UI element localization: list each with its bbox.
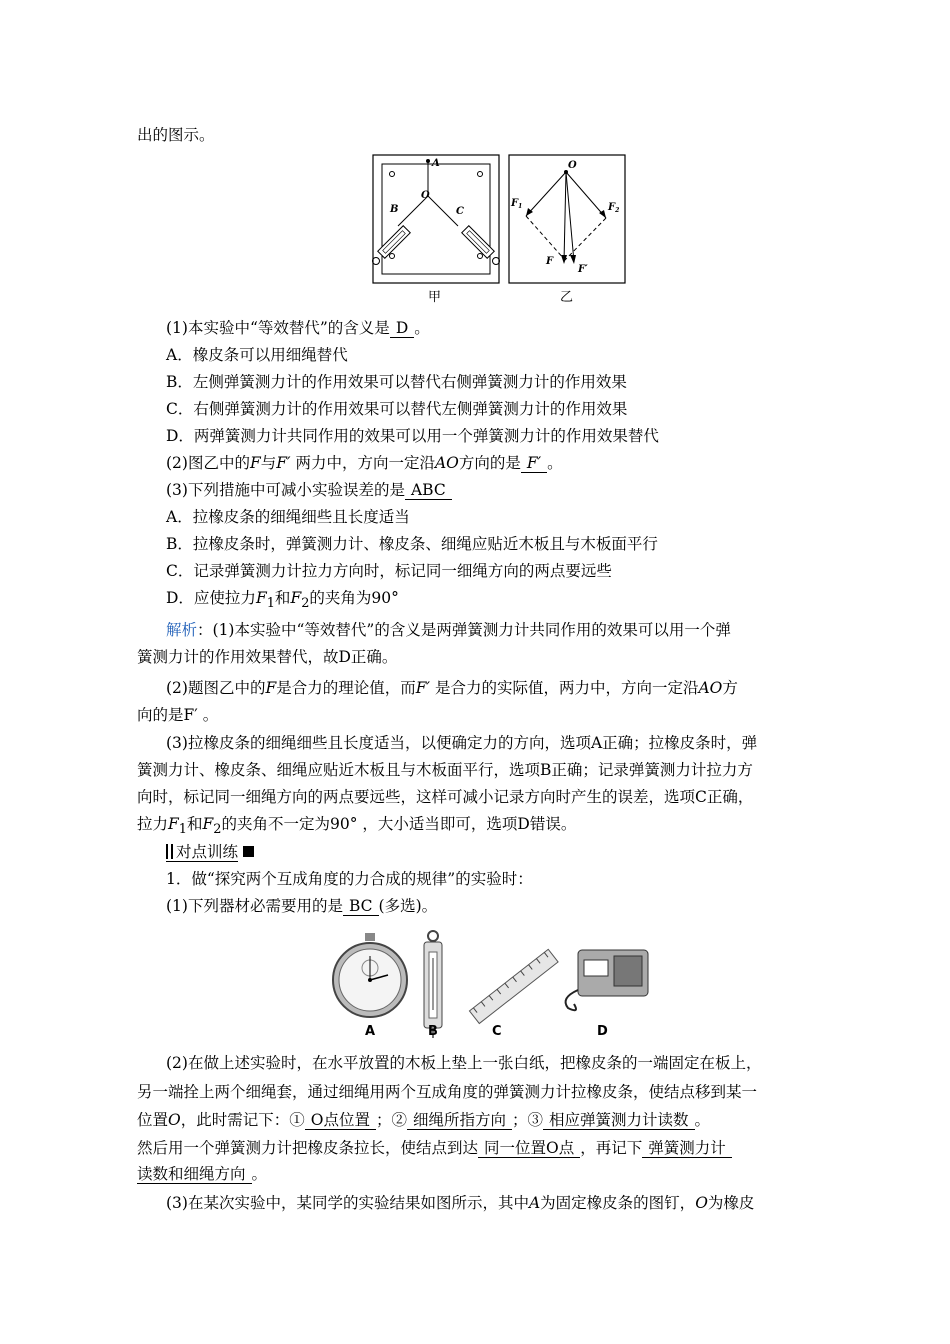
problem-1-q2-line2: 另一端拴上两个细绳套，通过细绳用两个互成角度的弹簧测力计拉橡皮条，使结点移到某一: [137, 1083, 758, 1101]
label-equip-c: C: [492, 1024, 502, 1039]
bar-icon: [166, 844, 168, 859]
solution-line-8: 拉力$F_1$和$F_2$的夹角不一定为90° ，大小适当即可，选项D错误。: [137, 815, 577, 838]
spring-scale-icon: [424, 931, 442, 1038]
problem-1-title: 1．做“探究两个互成角度的力合成的规律”的实验时：: [166, 870, 533, 888]
solution-label: 解析: [166, 621, 198, 639]
label-f2: F: [608, 202, 616, 213]
label-fprime: F′: [578, 264, 588, 275]
bar-icon: [171, 844, 173, 859]
label-o: O: [421, 190, 430, 201]
answer-blank-1: O点位置: [305, 1111, 376, 1130]
svg-text:F1: [510, 198, 522, 210]
problem-1-q2-line1: (2)在做上述实验时，在水平放置的木板上垫上一张白纸，把橡皮条的一端固定在板上，: [166, 1054, 762, 1072]
figure-yi: [508, 154, 626, 284]
figure-jia: [372, 154, 500, 284]
label-o2: O: [568, 160, 577, 171]
caption-jia: 甲: [428, 290, 442, 305]
question-2: (2)图乙中的F与F′ 两力中，方向一定沿AO方向的是 F′ 。: [166, 454, 563, 472]
problem-1-q2-line5: 读数和细绳方向 。: [137, 1165, 268, 1183]
solution-line-4: 向的是F′ 。: [137, 706, 219, 724]
label-f2-sub: 2: [615, 207, 620, 214]
section-heading: 对点训练: [166, 842, 254, 862]
answer-blank-5a: 弹簧测力计: [642, 1139, 732, 1158]
answer-1: D: [390, 319, 414, 338]
q1-option-c: C．右侧弹簧测力计的作用效果可以替代左侧弹簧测力计的作用效果: [166, 400, 628, 418]
answer-blank-2: 细绳所指方向: [407, 1111, 512, 1130]
question-1: (1)本实验中“等效替代”的含义是 D 。: [166, 319, 430, 337]
q1-option-a: A．橡皮条可以用细绳替代: [166, 346, 348, 364]
answer-3: ABC: [405, 481, 452, 500]
q3-option-c: C．记录弹簧测力计拉力方向时，标记同一细绳方向的两点要远些: [166, 562, 612, 580]
label-f: F: [546, 256, 554, 267]
svg-text:F2: [607, 202, 619, 214]
answer-blank-5b: 读数和细绳方向: [137, 1165, 252, 1184]
label-equip-a: A: [365, 1024, 376, 1039]
solution-line-1: 解析：(1)本实验中“等效替代”的含义是两弹簧测力计共同作用的效果可以用一个弹: [166, 621, 731, 639]
q3-option-a: A．拉橡皮条的细绳细些且长度适当: [166, 508, 410, 526]
stopwatch-icon: [333, 933, 407, 1017]
label-b: B: [390, 204, 399, 215]
problem-1-q3-line1: (3)在某次实验中，某同学的实验结果如图所示，其中A为固定橡皮条的图钉，O为橡皮: [166, 1194, 755, 1212]
solution-line-3: (2)题图乙中的F是合力的理论值，而F′ 是合力的实际值，两力中，方向一定沿AO方: [166, 679, 738, 697]
problem-1-q2-line3: 位置O，此时需记下：① O点位置 ；② 细绳所指方向 ；③ 相应弹簧测力计读数 。: [137, 1111, 711, 1129]
problem-1-q1: (1)下列器材必需要用的是 BC (多选)。: [166, 897, 438, 915]
square-icon: [243, 846, 254, 857]
label-f1: F: [511, 198, 519, 209]
answer-blank-3: 相应弹簧测力计读数: [543, 1111, 695, 1130]
q1-option-d: D．两弹簧测力计共同作用的效果可以用一个弹簧测力计的作用效果替代: [166, 427, 659, 445]
label-equip-d: D: [597, 1024, 608, 1039]
solution-line-2: 簧测力计的作用效果替代，故D正确。: [137, 648, 398, 666]
solution-line-7: 向时，标记同一细绳方向的两点要远些，这样可减小记录方向时产生的误差，选项C正确，: [137, 788, 754, 806]
q1-option-b: B．左侧弹簧测力计的作用效果可以替代右侧弹簧测力计的作用效果: [166, 373, 627, 391]
caption-yi: 乙: [560, 290, 574, 305]
answer-p1: BC: [343, 897, 379, 916]
answer-2: F′: [521, 454, 547, 473]
solution-line-5: (3)拉橡皮条的细绳细些且长度适当，以便确定力的方向，选项A正确；拉橡皮条时，弹: [166, 734, 758, 752]
q3-option-d: D．应使拉力$F_1$和$F_2$的夹角为90°: [166, 589, 399, 612]
label-f1-sub: 1: [518, 203, 523, 210]
label-c: C: [456, 206, 464, 217]
intro-text: 出的图示。: [137, 126, 215, 144]
problem-1-q2-line4: 然后用一个弹簧测力计把橡皮条拉长，使结点到达 同一位置O点 ，再记下 弹簧测力计: [137, 1138, 732, 1158]
answer-blank-4: 同一位置O点: [478, 1139, 580, 1158]
question-3: (3)下列措施中可减小实验误差的是 ABC: [166, 480, 452, 500]
label-equip-b: B: [428, 1024, 438, 1039]
ruler-icon: [469, 949, 558, 1023]
label-a: A: [432, 158, 440, 169]
q3-option-b: B．拉橡皮条时，弹簧测力计、橡皮条、细绳应贴近木板且与木板面平行: [166, 535, 658, 553]
solution-line-6: 簧测力计、橡皮条、细绳应贴近木板且与木板面平行，选项B正确；记录弹簧测力计拉力方: [137, 761, 753, 779]
timer-device-icon: [566, 950, 648, 1010]
